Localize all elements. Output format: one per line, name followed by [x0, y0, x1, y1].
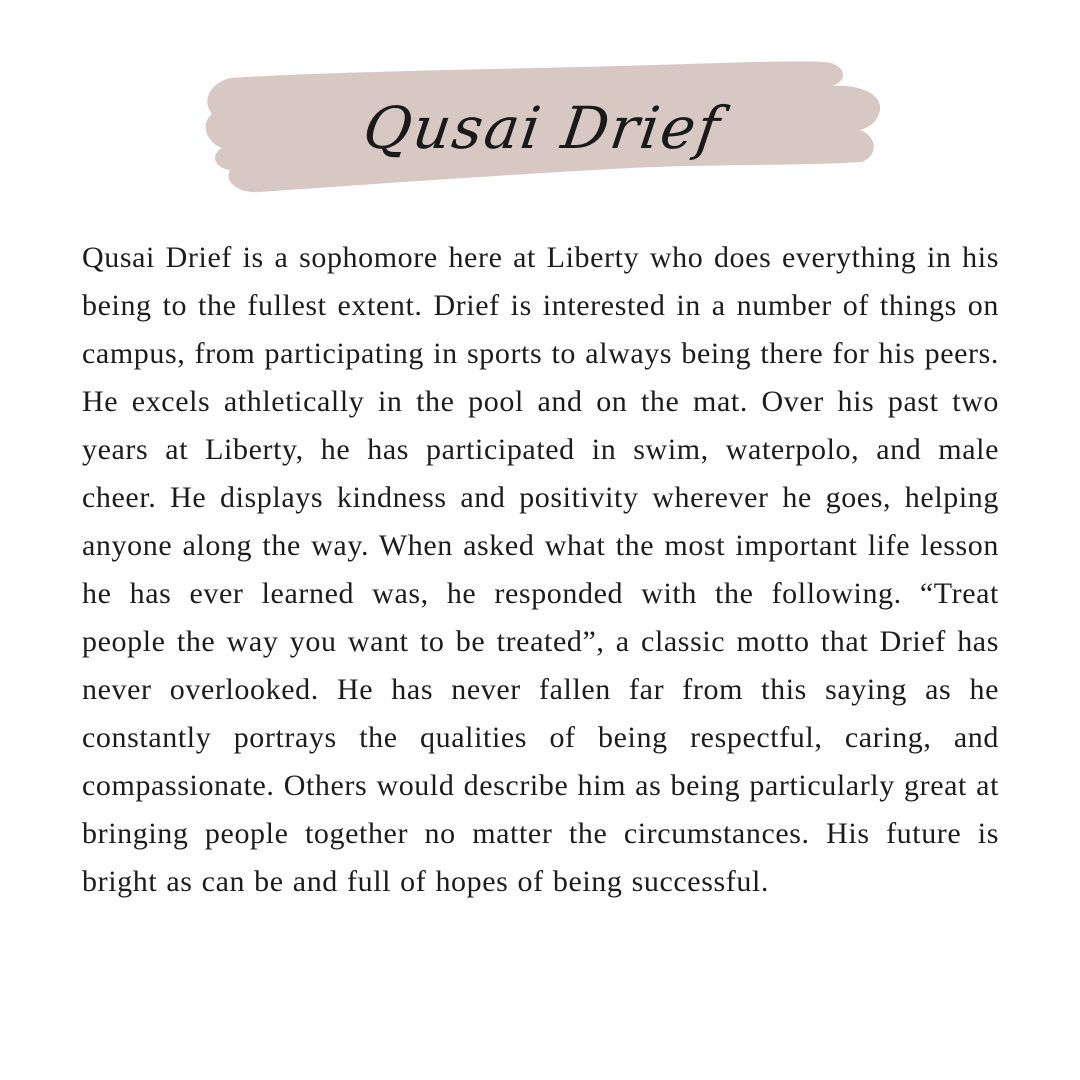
page-title: Qusai Drief	[359, 94, 726, 162]
title-banner	[200, 58, 885, 198]
bio-paragraph: Qusai Drief is a sophomore here at Liberty who does everything in his being to the fullest extent. Drief is interested in a number of things on campus, from participating in sports to always being there for his peers. He excels athletically in the pool and on the mat. Over his past two years at Liberty, he has participated in swim, waterpolo, and male cheer. He displays kindness and positivity wherever he goes, helping anyone along the way. When asked what the most important life lesson he has ever learned was, he responded with the following. “Treat people the way you want to be treated”, a classic motto that Drief has never overlooked. He has never fallen far from this saying as he constantly portrays the qualities of being respectful, caring, and compassionate. Others would describe him as being particularly great at bringing people together no matter the circumstances. His future is bright as can be and full of hopes of being successful.	[82, 241, 999, 898]
